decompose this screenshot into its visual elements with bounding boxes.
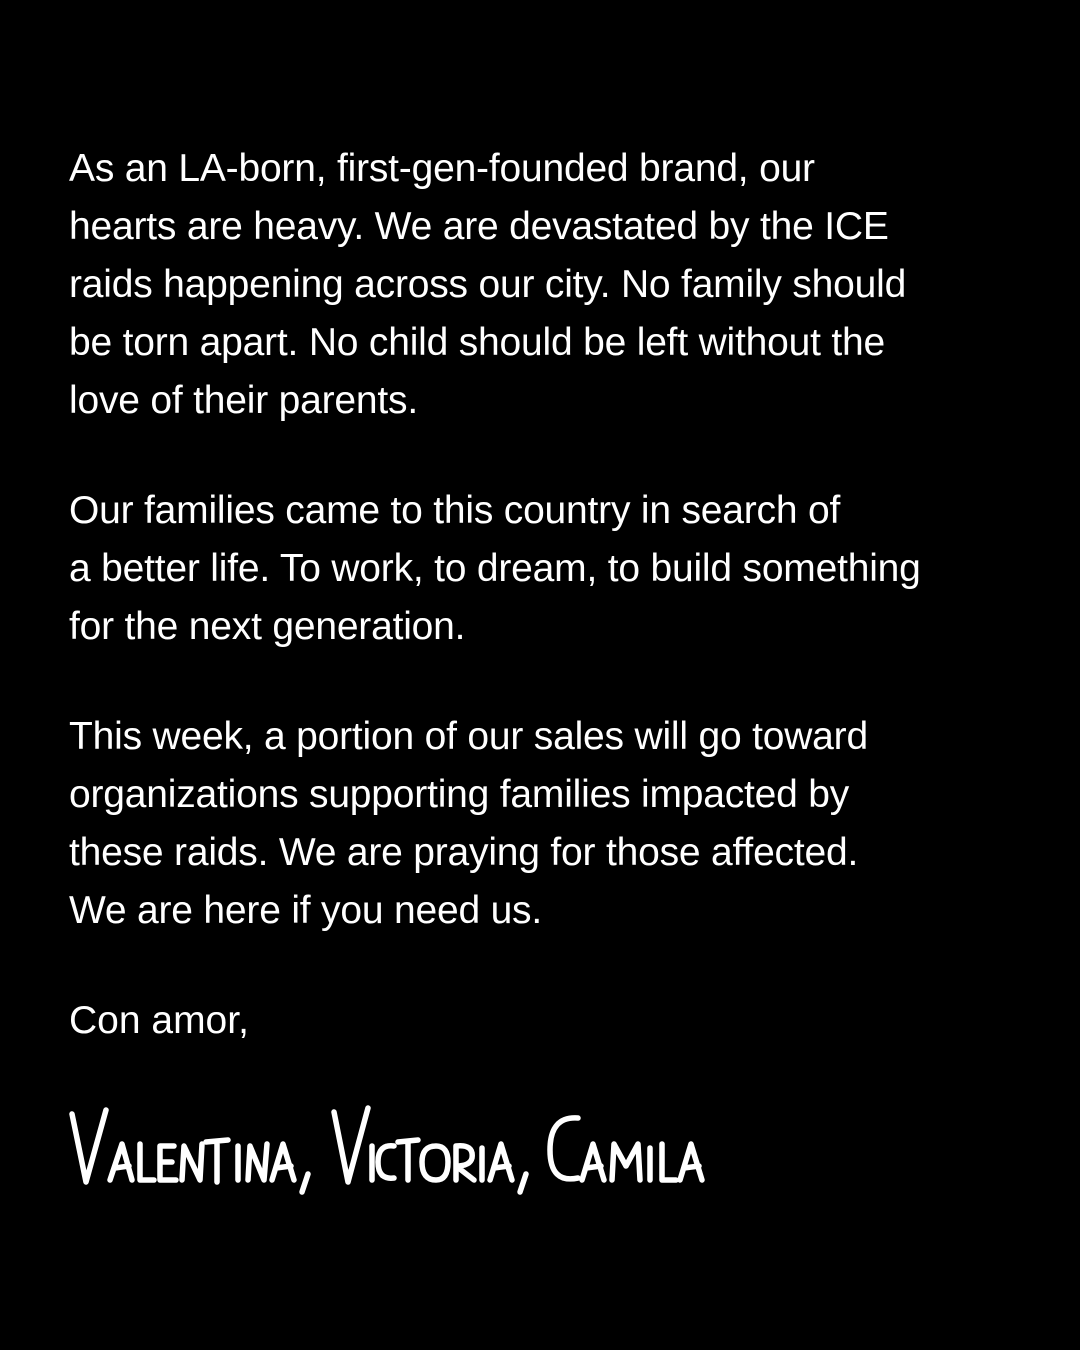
paragraph-3: [69, 708, 1029, 940]
paragraph-line: these raids. We are praying for those affected.: [69, 831, 859, 874]
paragraph-spacer: [69, 430, 1029, 482]
paragraph-spacer: [69, 940, 1029, 992]
paragraph-spacer: [69, 656, 1029, 708]
paragraph-line: This week, a portion of our sales will go toward: [69, 715, 868, 758]
paragraph-line: a better life. To work, to dream, to build something: [69, 547, 921, 590]
paragraph-line: be torn apart. No child should be left without the: [69, 321, 886, 364]
paragraph-line: raids happening across our city. No family should: [69, 263, 907, 306]
paragraph-line: organizations supporting families impacted by: [69, 773, 850, 816]
paragraph-line: Our families came to this country in search of: [69, 489, 841, 532]
paragraph-line: We are here if you need us.: [69, 889, 542, 932]
paragraph-1: [69, 140, 1029, 430]
paragraph-2: [69, 482, 1029, 656]
paragraph-line: for the next generation.: [69, 605, 466, 648]
paragraph-line: hearts are heavy. We are devastated by the ICE: [69, 205, 889, 248]
paragraph-line: love of their parents.: [69, 379, 418, 422]
paragraph-line: As an LA-born, first-gen-founded brand, our: [69, 147, 815, 190]
closing-salutation: Con amor,: [69, 999, 249, 1042]
letter-body: [69, 140, 1029, 1050]
handwritten-signature: [66, 1100, 766, 1200]
